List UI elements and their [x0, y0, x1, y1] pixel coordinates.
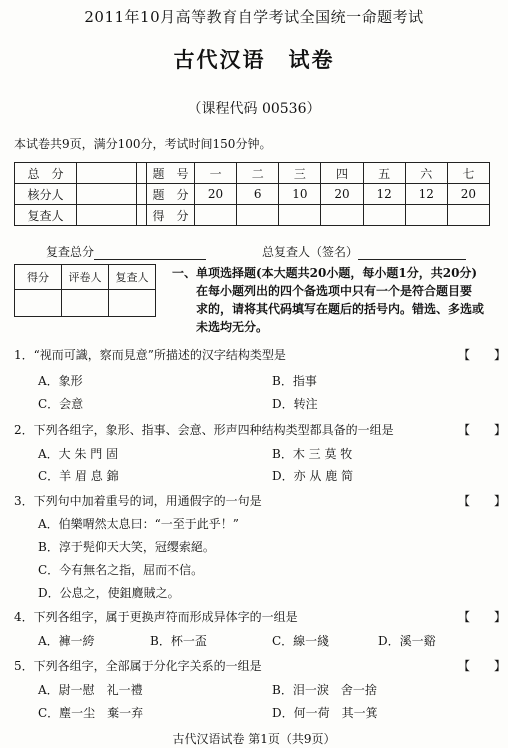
option-d: D．亦 从 鹿 简: [272, 469, 354, 483]
question-score-label: 题 分: [147, 184, 195, 205]
question-number: 二: [237, 163, 279, 184]
option-b: B．泪一淚 舍一捨: [272, 683, 377, 697]
spacer-cell: [137, 184, 147, 205]
rechecker-label: 复查人: [15, 205, 77, 226]
got-score-cell: [237, 205, 279, 226]
page-footer: 古代汉语试卷 第1页（共9页）: [172, 732, 336, 746]
option-a: A．象形: [38, 374, 83, 388]
question-stem: 1．“视而可識，察而見意”所描述的汉字结构类型是: [14, 348, 286, 362]
recheck-person-label: 总复查人（签名）: [262, 245, 359, 259]
question-number: 六: [405, 163, 447, 184]
paper-title: 古代汉语 试卷: [173, 47, 335, 72]
got-score-cell: [279, 205, 321, 226]
question-number: 七: [447, 163, 489, 184]
exam-header: 2011年10月高等教育自学考试全国统一命题考试: [84, 8, 424, 26]
question-score: 20: [447, 184, 489, 205]
checker-label: 核分人: [15, 184, 77, 205]
grader-name-cell: [62, 290, 109, 317]
got-score-cell: [195, 205, 237, 226]
recheck-total-line[interactable]: [94, 259, 206, 260]
rechecker-cell: [77, 205, 137, 226]
recheck-person-signature: [262, 243, 466, 260]
question-score: 20: [321, 184, 363, 205]
option-a: A．尉一慰 礼一禮: [38, 683, 143, 697]
checker-cell: [77, 184, 137, 205]
question-number: 三: [279, 163, 321, 184]
option-c: C．塵一尘 棄一弃: [38, 706, 144, 720]
score-table-row: [15, 163, 490, 184]
question-number: 四: [321, 163, 363, 184]
grader-score-label: 得分: [15, 265, 62, 290]
grader-rechecker-label: 复查人: [109, 265, 156, 290]
grader-score-cell: [15, 290, 62, 317]
option-c: C．線一綫: [272, 634, 330, 648]
option-b: B．指事: [272, 374, 317, 388]
section-one-instructions: [172, 264, 502, 336]
course-code: （课程代码 00536）: [187, 101, 321, 117]
spacer-cell: [137, 163, 147, 184]
recheck-total-signature: [46, 243, 206, 260]
grader-name-label: 评卷人: [62, 265, 109, 290]
question-number-label: 题 号: [147, 163, 195, 184]
total-score-cell: [77, 163, 137, 184]
option-a: A．褲一絝: [38, 634, 95, 648]
grader-header-row: [15, 265, 156, 290]
got-score-cell: [363, 205, 405, 226]
option-d: D．溪一谿: [378, 634, 436, 648]
question-score: 6: [237, 184, 279, 205]
got-score-label: 得 分: [147, 205, 195, 226]
option-d: D．转注: [272, 397, 318, 411]
question-stem: 5．下列各组字，全部属于分化字关系的一组是: [14, 659, 262, 673]
recheck-total-label: 复查总分: [46, 245, 95, 259]
total-score-label: 总 分: [15, 163, 77, 184]
answer-bracket[interactable]: 【 】: [458, 494, 507, 508]
question-number: 一: [195, 163, 237, 184]
answer-bracket[interactable]: 【 】: [458, 348, 507, 362]
question-score: 10: [279, 184, 321, 205]
got-score-cell: [447, 205, 489, 226]
grader-rechecker-cell: [109, 290, 156, 317]
section-heading: 一、单项选择题(本大题共20小题，每小题1分，共20分): [172, 266, 478, 280]
option-d: D．公息之，使鉏麑賊之。: [38, 586, 180, 600]
option-a: A．大 朱 門 固: [38, 447, 119, 461]
option-b: B．淳于髡仰天大笑，冠缨索絕。: [38, 540, 215, 554]
answer-bracket[interactable]: 【 】: [458, 423, 507, 437]
question-score: 20: [195, 184, 237, 205]
option-a: A．伯樂喟然太息曰：“一至于此乎！”: [38, 517, 239, 531]
grader-blank-row: [15, 290, 156, 317]
question-score: 12: [363, 184, 405, 205]
question-score: 12: [405, 184, 447, 205]
recheck-person-line[interactable]: [358, 259, 466, 260]
option-c: C．羊 眉 息 錦: [38, 469, 119, 483]
spacer-cell: [137, 205, 147, 226]
got-score-cell: [405, 205, 447, 226]
got-score-cell: [321, 205, 363, 226]
section-instruction-line: 未选均无分。: [196, 320, 269, 334]
score-table: [14, 162, 490, 226]
option-b: B．木 三 莫 牧: [272, 447, 353, 461]
score-table-row: [15, 184, 490, 205]
grader-box: [14, 264, 156, 317]
exam-instructions: 本试卷共9页，满分100分，考试时间150分钟。: [14, 137, 272, 151]
answer-bracket[interactable]: 【 】: [458, 659, 507, 673]
option-c: C．会意: [38, 397, 84, 411]
answer-bracket[interactable]: 【 】: [458, 610, 507, 624]
option-d: D．何一荷 其一箕: [272, 706, 378, 720]
question-number: 五: [363, 163, 405, 184]
section-instruction-line: 求的，请将其代码填写在题后的括号内。错选、多选或: [196, 302, 485, 316]
question-stem: 4．下列各组字，属于更换声符而形成异体字的一组是: [14, 610, 298, 624]
option-b: B．杯一盃: [150, 634, 207, 648]
option-c: C．今有無名之指，屈而不信。: [38, 563, 204, 577]
score-table-row: [15, 205, 490, 226]
question-stem: 2．下列各组字，象形、指事、会意、形声四种结构类型都具备的一组是: [14, 423, 394, 437]
question-stem: 3．下列句中加着重号的词，用通假字的一句是: [14, 494, 262, 508]
section-instruction-line: 在每小题列出的四个备选项中只有一个是符合题目要: [196, 284, 473, 298]
